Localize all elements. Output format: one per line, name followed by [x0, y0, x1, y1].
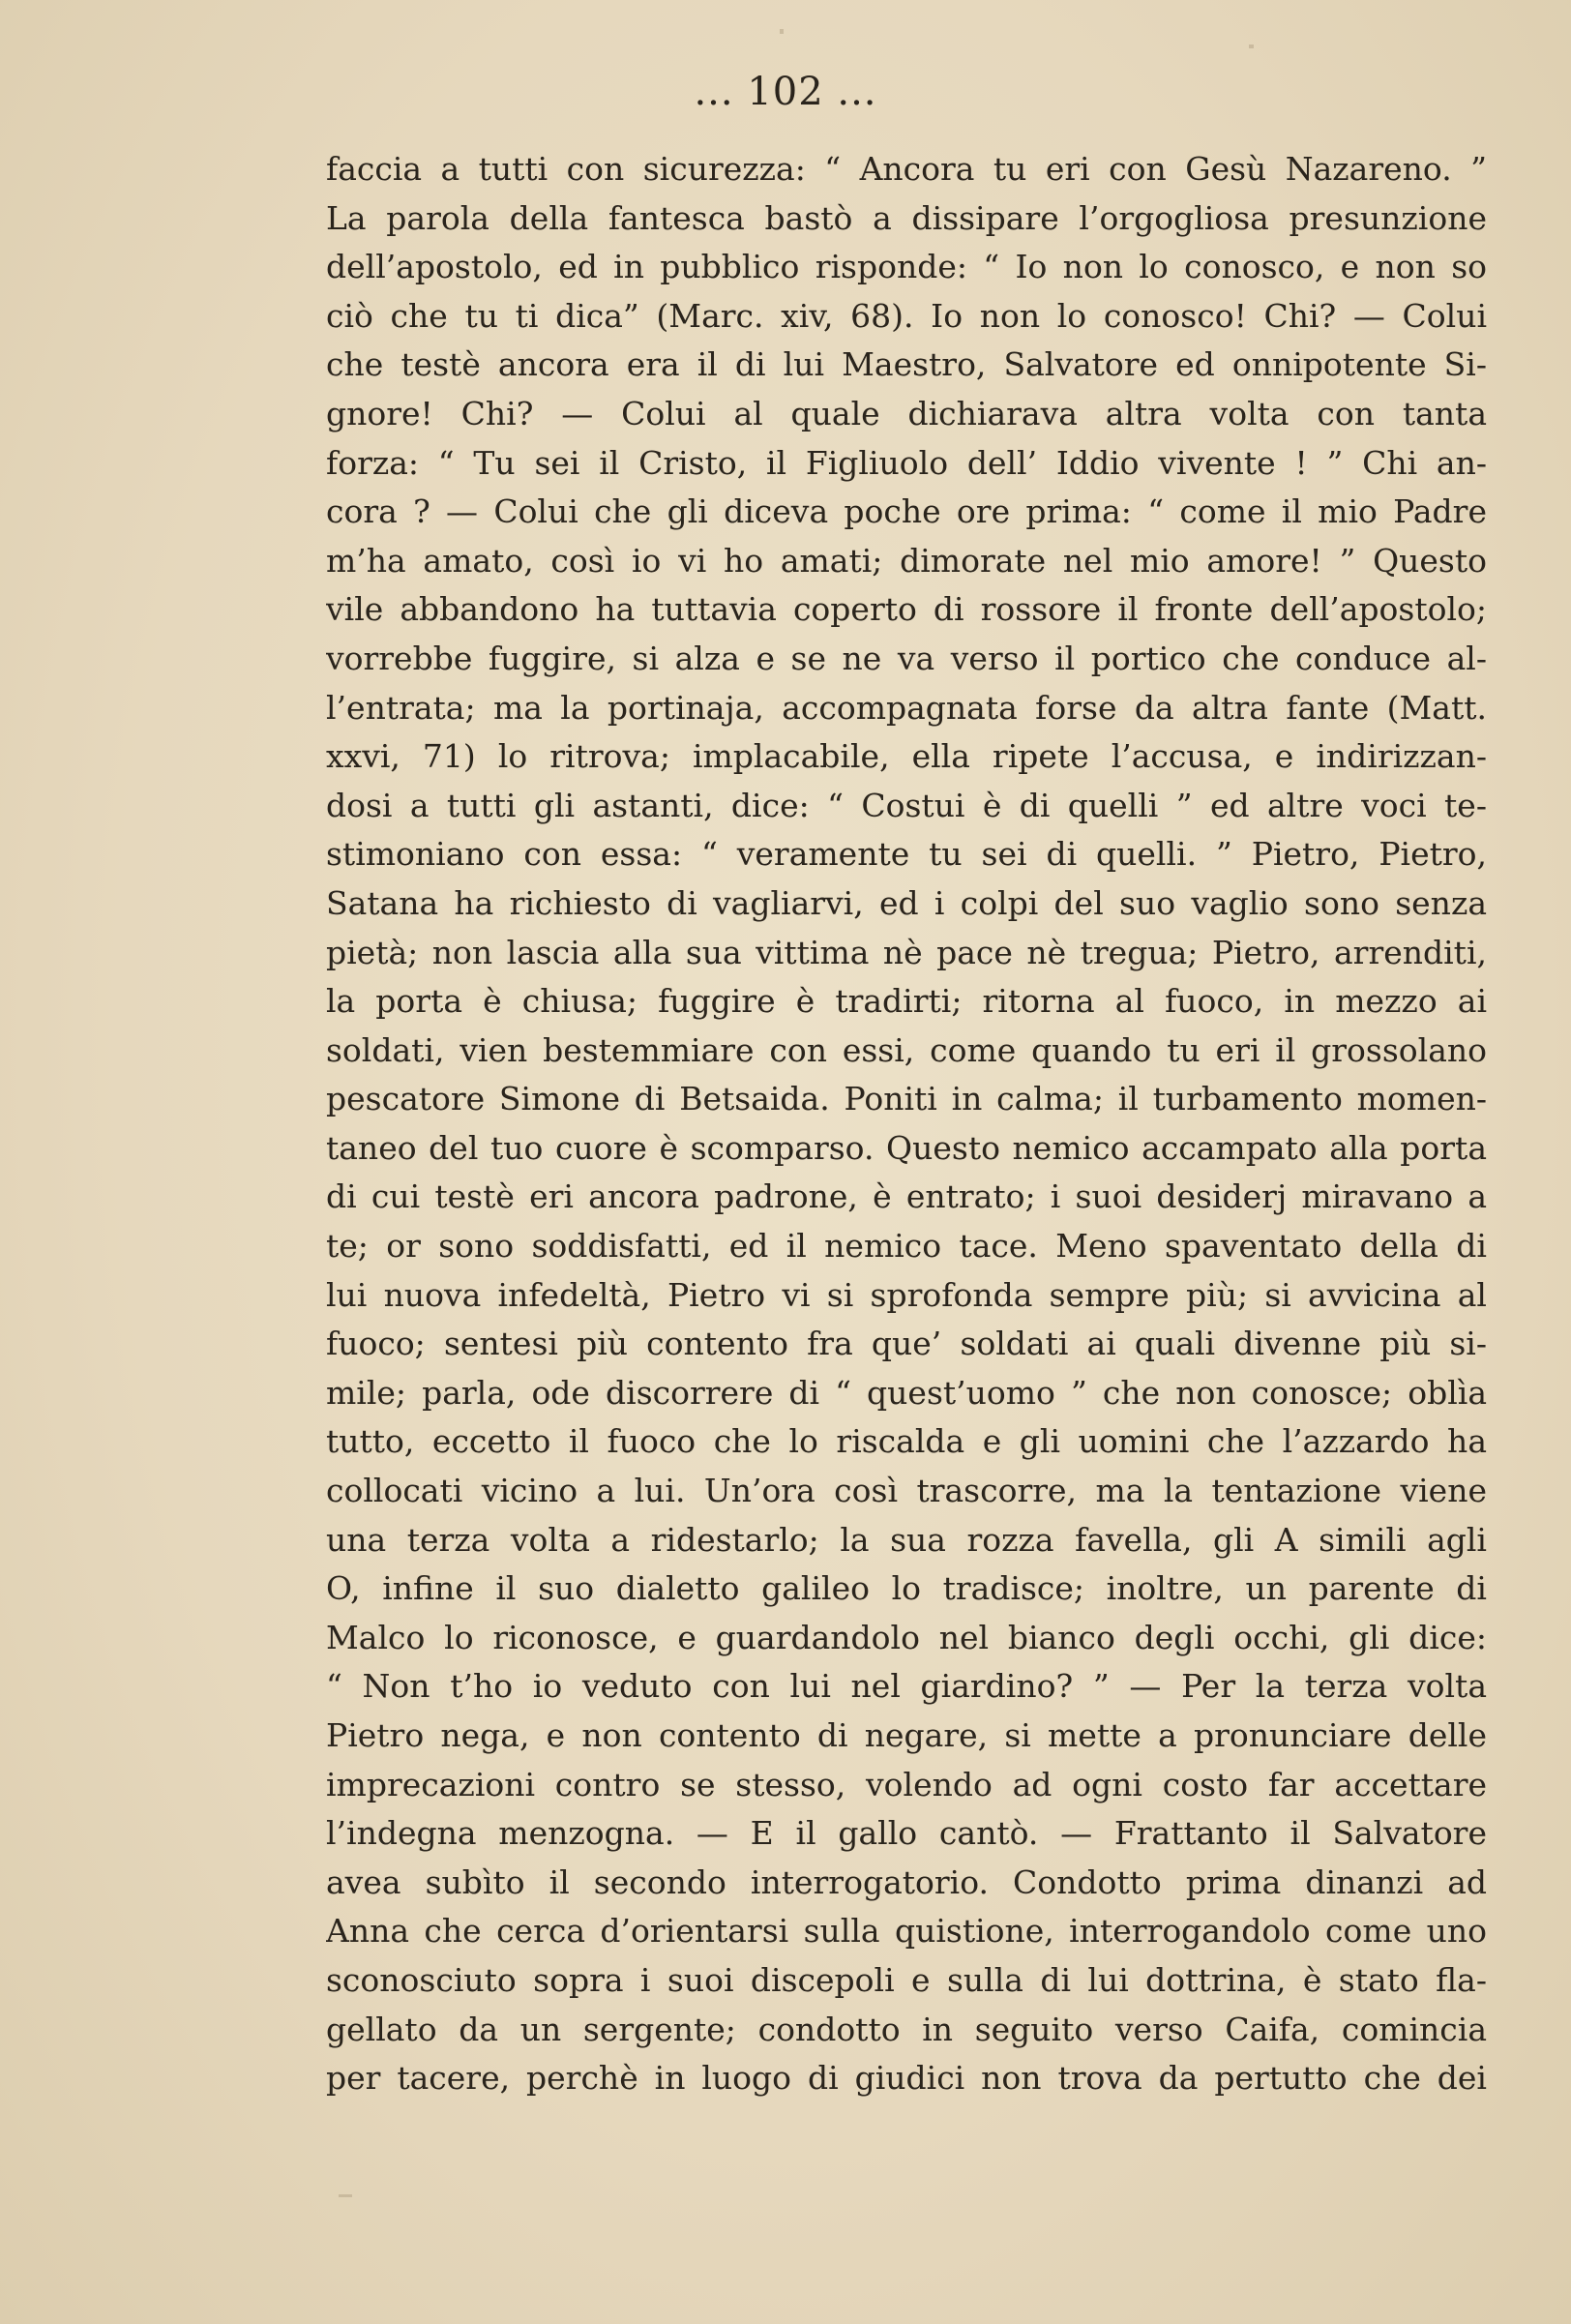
text-line: Malco lo riconosce, e guardandolo nel bianco degli occhi, gli dice: — [326, 1618, 1487, 1656]
text-line: soldati, vien bestemmiare con essi, come quando tu eri il grossolano — [326, 1030, 1487, 1069]
text-line: la porta è chiusa; fuggire è tradirti; ritorna al fuoco, in mezzo ai — [326, 982, 1487, 1021]
text-line: Pietro nega, e non contento di negare, si mette a pronunciare delle — [326, 1716, 1487, 1754]
text-line: pescatore Simone di Betsaida. Poniti in calma; il turbamento momen- — [326, 1080, 1487, 1118]
text-line: lui nuova infedeltà, Pietro vi si sprofonda sempre più; si avvicina al — [326, 1275, 1487, 1314]
paper-speck — [1249, 45, 1254, 48]
body-text — [326, 145, 1487, 2103]
text-line: te; or sono soddisfatti, ed il nemico tace. Meno spaventato della di — [326, 1227, 1487, 1266]
page-number: ... 102 ... — [694, 70, 877, 114]
text-line: tutto, eccetto il fuoco che lo riscalda e gli uomini che l’azzardo ha — [326, 1422, 1487, 1461]
text-line: imprecazioni contro se stesso, volendo ad ogni costo far accettare — [326, 1765, 1487, 1803]
text-line: gellato da un sergente; condotto in seguito verso Caifa, comincia — [326, 2010, 1487, 2048]
text-line: taneo del tuo cuore è scomparso. Questo nemico accampato alla porta — [326, 1128, 1487, 1167]
text-line: vile abbandono ha tuttavia coperto di rossore il fronte dell’apostolo; — [326, 590, 1487, 629]
text-line: stimoniano con essa: “ veramente tu sei di quelli. ” Pietro, Pietro, — [326, 835, 1487, 874]
text-line: xxvi, 71) lo ritrova; implacabile, ella ripete l’accusa, e indirizzan- — [326, 737, 1487, 776]
text-line: collocati vicino a lui. Un’ora così trascorre, ma la tentazione viene — [326, 1472, 1487, 1510]
text-line: sconosciuto sopra i suoi discepoli e sulla di lui dottrina, è stato fla- — [326, 1960, 1487, 1999]
text-line: fuoco; sentesi più contento fra que’ soldati ai quali divenne più si- — [326, 1325, 1487, 1363]
paper-speck — [780, 29, 784, 34]
text-line: pietà; non lascia alla sua vittima nè pace nè tregua; Pietro, arrenditi, — [326, 933, 1487, 971]
text-line: di cui testè eri ancora padrone, è entrato; i suoi desiderj miravano a — [326, 1177, 1487, 1216]
paper-speck — [339, 2194, 352, 2197]
text-line: gnore! Chi? — Colui al quale dichiarava altra volta con tanta — [326, 394, 1487, 432]
text-line: l’indegna menzogna. — E il gallo cantò. — Frattanto il Salvatore — [326, 1814, 1487, 1853]
text-line: dosi a tutti gli astanti, dice: “ Costui è di quelli ” ed altre voci te- — [326, 786, 1487, 824]
text-line: Anna che cerca d’orientarsi sulla quistione, interrogandolo come uno — [326, 1912, 1487, 1951]
text-line: l’entrata; ma la portinaja, accompagnata forse da altra fante (Matt. — [326, 688, 1487, 727]
text-line: Satana ha richiesto di vagliarvi, ed i colpi del suo vaglio sono senza — [326, 883, 1487, 922]
text-line: mile; parla, ode discorrere di “ quest’uomo ” che non conosce; oblìa — [326, 1373, 1487, 1412]
text-line: La parola della fantesca bastò a dissipare l’orgogliosa presunzione — [326, 198, 1487, 237]
text-line: cora ? — Colui che gli diceva poche ore prima: “ come il mio Padre — [326, 492, 1487, 531]
text-line: per tacere, perchè in luogo di giudici non trova da pertutto che dei — [326, 2059, 1487, 2098]
text-line: m’ha amato, così io vi ho amati; dimorate nel mio amore! ” Questo — [326, 541, 1487, 580]
text-line: faccia a tutti con sicurezza: “ Ancora tu eri con Gesù Nazareno. ” — [326, 150, 1487, 188]
text-line: forza: “ Tu sei il Cristo, il Figliuolo dell’ Iddio vivente ! ” Chi an- — [326, 443, 1487, 482]
text-line: “ Non t’ho io veduto con lui nel giardino? ” — Per la terza volta — [326, 1667, 1487, 1706]
text-line: una terza volta a ridestarlo; la sua rozza favella, gli A simili agli — [326, 1520, 1487, 1559]
text-line: avea subìto il secondo interrogatorio. Condotto prima dinanzi ad — [326, 1862, 1487, 1901]
text-line: vorrebbe fuggire, si alza e se ne va verso il portico che conduce al- — [326, 639, 1487, 677]
text-line: O, infine il suo dialetto galileo lo tradisce; inoltre, un parente di — [326, 1569, 1487, 1608]
text-line: ciò che tu ti dica” (Marc. xiv, 68). Io non lo conosco! Chi? — Colui — [326, 296, 1487, 335]
text-line: che testè ancora era il di lui Maestro, Salvatore ed onnipotente Si- — [326, 345, 1487, 384]
text-line: dell’apostolo, ed in pubblico risponde: “ Io non lo conosco, e non so — [326, 248, 1487, 286]
